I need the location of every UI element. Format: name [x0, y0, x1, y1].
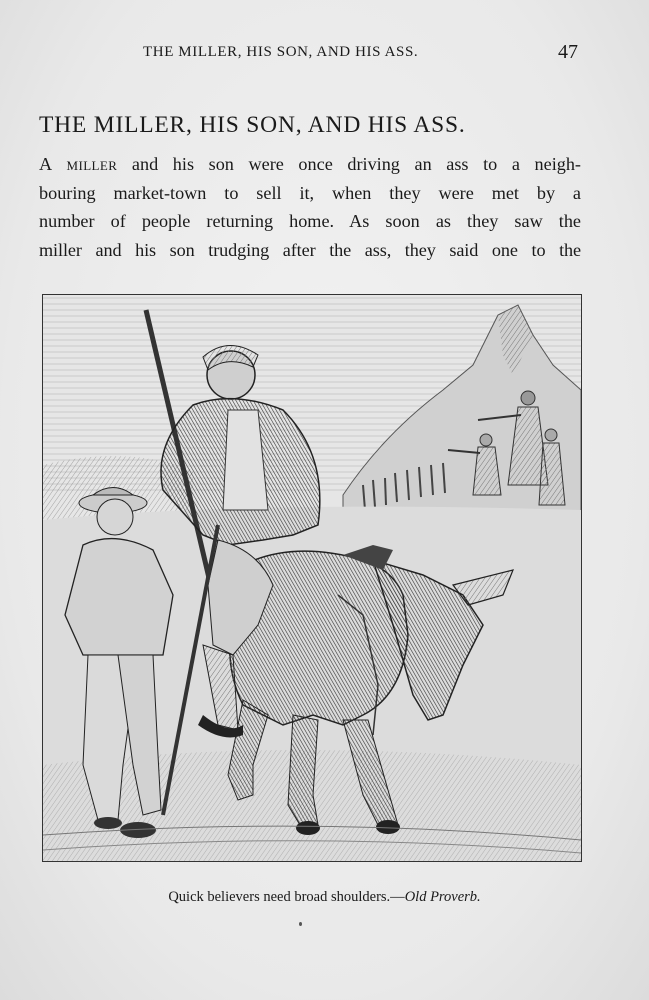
- text-line: [39, 150, 581, 179]
- text-line-rest: and his son were once driving an ass to a neigh-: [117, 154, 581, 174]
- caption-attribution: Old Proverb.: [404, 889, 481, 905]
- ink-speck: [299, 922, 302, 926]
- text-line: bouring market-town to sell it, when they were met by a: [39, 182, 581, 203]
- engraving-drawing: [43, 295, 581, 861]
- page-number: 47: [558, 41, 578, 63]
- text-line: number of people returning home. As soon as they saw the: [39, 211, 581, 232]
- chapter-title: THE MILLER, HIS SON, AND HIS ASS.: [39, 112, 466, 138]
- caption-text: Quick believers need broad shoulders.—: [168, 889, 405, 905]
- text-line: miller and his son trudging after the ass, they said one to the: [39, 239, 581, 260]
- running-title: THE MILLER, HIS SON, AND HIS ASS.: [143, 44, 419, 60]
- lead-smallcaps: A miller: [39, 154, 118, 174]
- running-head: [0, 41, 649, 66]
- illustration-caption: [0, 889, 649, 906]
- illustration-engraving: [42, 294, 582, 862]
- body-paragraph: [39, 150, 581, 264]
